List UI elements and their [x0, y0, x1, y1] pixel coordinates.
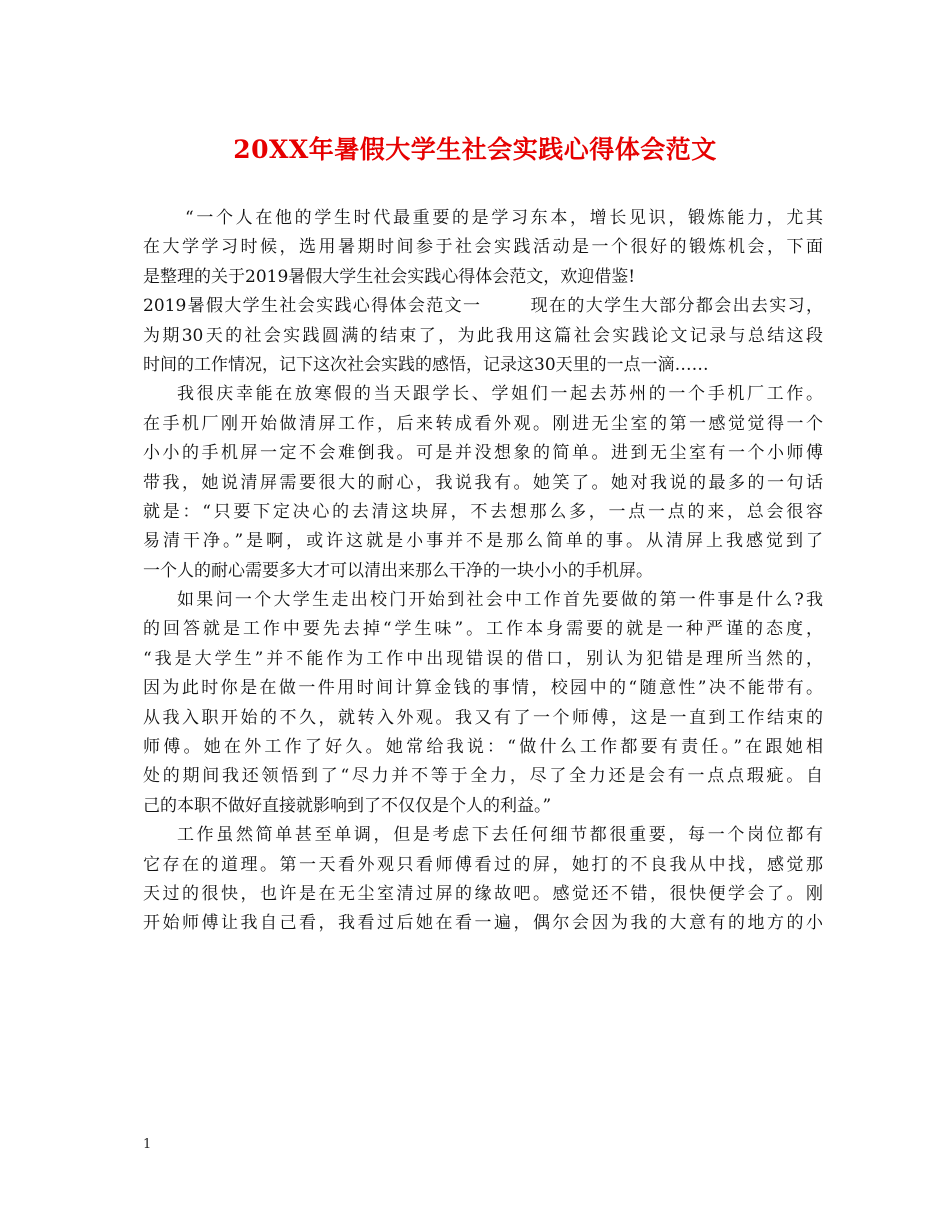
text-line: 小小的手机屏一定不会难倒我。可是并没想象的简单。进到无尘室有一个小师傅 [143, 443, 823, 464]
text-line: 在手机厂刚开始做清屏工作，后来转成看外观。刚进无尘室的第一感觉觉得一个 [143, 413, 823, 434]
text-line: “我是大学生”并不能作为工作中出现错误的借口，别认为犯错是理所当然的， [143, 648, 823, 669]
text-line: 师傅。她在外工作了好久。她常给我说：“做什么工作都要有责任。”在跟她相 [143, 737, 823, 758]
text-line: 一个人的耐心需要多大才可以清出来那么干净的一块小小的手机屏。 [143, 560, 653, 581]
text-line: 的回答就是工作中要先去掉“学生味”。工作本身需要的就是一种严谨的态度， [143, 619, 823, 640]
text-line: “一个人在他的学生时代最重要的是学习东本，增长见识，锻炼能力，尤其 [185, 208, 823, 228]
document-title: 20XX年暑假大学生社会实践心得体会范文 [233, 135, 717, 164]
text-line: 天过的很快，也许是在无尘室清过屏的缘故吧。感觉还不错，很快便学会了。刚 [143, 883, 823, 904]
text-line: 就是：“只要下定决心的去清这块屏，不去想那么多，一点一点的来，总会很容 [143, 501, 823, 522]
text-line: 是整理的关于2019暑假大学生社会实践心得体会范文，欢迎借鉴! [143, 266, 636, 287]
text-line: 开始师傅让我自己看，我看过后她在看一遍，偶尔会因为我的大意有的地方的小 [143, 913, 823, 934]
text-line: 为期30天的社会实践圆满的结束了，为此我用这篇社会实践论文记录与总结这段 [143, 325, 823, 346]
page-number: 1 [143, 1137, 152, 1152]
text-line: 带我，她说清屏需要很大的耐心，我说我有。她笑了。她对我说的最多的一句话 [143, 472, 823, 493]
section-heading: 2019暑假大学生社会实践心得体会范文一 [143, 296, 482, 317]
section-heading-line [143, 292, 823, 321]
text-line: 在大学学习时候，选用暑期时间参于社会实践活动是一个很好的锻炼机会，下面 [143, 237, 823, 258]
section-intro: 现在的大学生大部分都会出去实习， [529, 296, 823, 317]
document-body [143, 204, 823, 939]
text-line: 工作虽然简单甚至单调，但是考虑下去任何细节都很重要，每一个岗位都有 [177, 825, 823, 846]
text-line: 我很庆幸能在放寒假的当天跟学长、学姐们一起去苏州的一个手机厂工作。 [177, 384, 823, 405]
text-line: 处的期间我还领悟到了“尽力并不等于全力，尽了全力还是会有一点点瑕疵。自 [143, 766, 823, 787]
text-line: 它存在的道理。第一天看外观只看师傅看过的屏，她打的不良我从中找，感觉那 [143, 854, 823, 875]
text-line: 因为此时你是在做一件用时间计算金钱的事情，校园中的“随意性”决不能带有。 [143, 678, 823, 699]
text-line: 易清干净。”是啊，或许这就是小事并不是那么简单的事。从清屏上我感觉到了 [143, 531, 823, 552]
text-line: 时间的工作情况，记下这次社会实践的感悟，记录这30天里的一点一滴…… [143, 354, 709, 375]
text-line: 己的本职不做好直接就影响到了不仅仅是个人的利益。” [143, 795, 552, 816]
text-line: 如果问一个大学生走出校门开始到社会中工作首先要做的第一件事是什么?我 [177, 590, 823, 611]
text-line: 从我入职开始的不久，就转入外观。我又有了一个师傅，这是一直到工作结束的 [143, 707, 823, 728]
